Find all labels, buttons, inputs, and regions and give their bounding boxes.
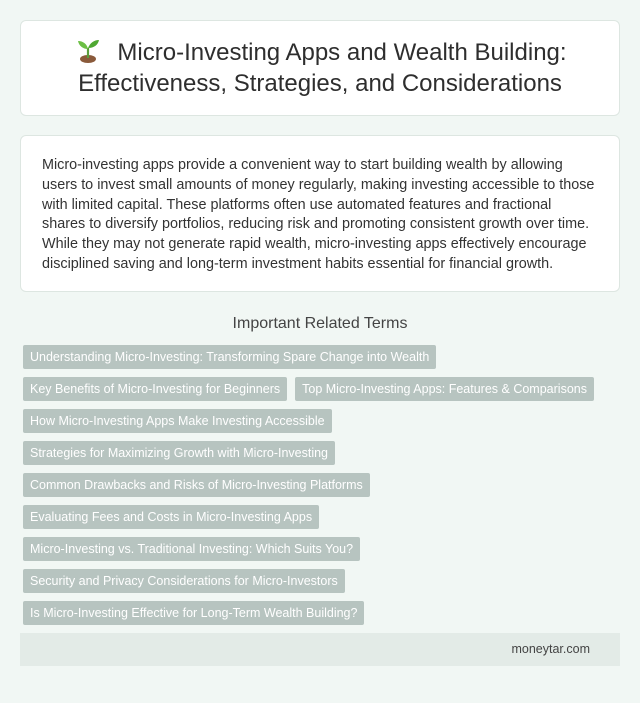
term-tag[interactable]: Micro-Investing vs. Traditional Investing: Which Suits You? (23, 537, 360, 561)
page-title (45, 37, 595, 99)
related-terms-list (20, 345, 620, 625)
page-title-text: Micro-Investing Apps and Wealth Building: Effectiveness, Strategies, and Considerations (78, 39, 567, 97)
related-terms-heading: Important Related Terms (232, 315, 408, 332)
footer-site-link[interactable]: moneytar.com (511, 642, 590, 656)
terms-row (23, 473, 620, 497)
term-tag[interactable]: Evaluating Fees and Costs in Micro-Investing Apps (23, 505, 319, 529)
summary-card (20, 135, 620, 292)
terms-row (23, 377, 620, 401)
term-tag[interactable]: Common Drawbacks and Risks of Micro-Investing Platforms (23, 473, 370, 497)
terms-row (23, 537, 620, 561)
term-tag[interactable]: Strategies for Maximizing Growth with Micro-Investing (23, 441, 335, 465)
term-tag[interactable]: Security and Privacy Considerations for Micro-Investors (23, 569, 345, 593)
term-tag[interactable]: Understanding Micro-Investing: Transforming Spare Change into Wealth (23, 345, 436, 369)
term-tag[interactable]: How Micro-Investing Apps Make Investing Accessible (23, 409, 332, 433)
terms-row (23, 601, 620, 625)
title-card (20, 20, 620, 116)
terms-row (23, 569, 620, 593)
terms-row (23, 441, 620, 465)
term-tag[interactable]: Top Micro-Investing Apps: Features & Comparisons (295, 377, 594, 401)
sprout-icon (73, 37, 103, 63)
summary-text: Micro-investing apps provide a convenient way to start building wealth by allowing users to invest small amounts of money regularly, making investing accessible to those with limited capital. These platforms often use automated features and fractional shares to diversify portfolios, reducing risk and promoting consistent growth over time. While they may not generate rapid wealth, micro-investing apps effectively encourage disciplined saving and long-term investment habits essential for financial growth. (42, 157, 595, 272)
term-tag[interactable]: Key Benefits of Micro-Investing for Beginners (23, 377, 287, 401)
terms-row (23, 505, 620, 529)
term-tag[interactable]: Is Micro-Investing Effective for Long-Term Wealth Building? (23, 601, 364, 625)
terms-row (23, 409, 620, 433)
footer (20, 633, 620, 666)
terms-row (23, 345, 620, 369)
